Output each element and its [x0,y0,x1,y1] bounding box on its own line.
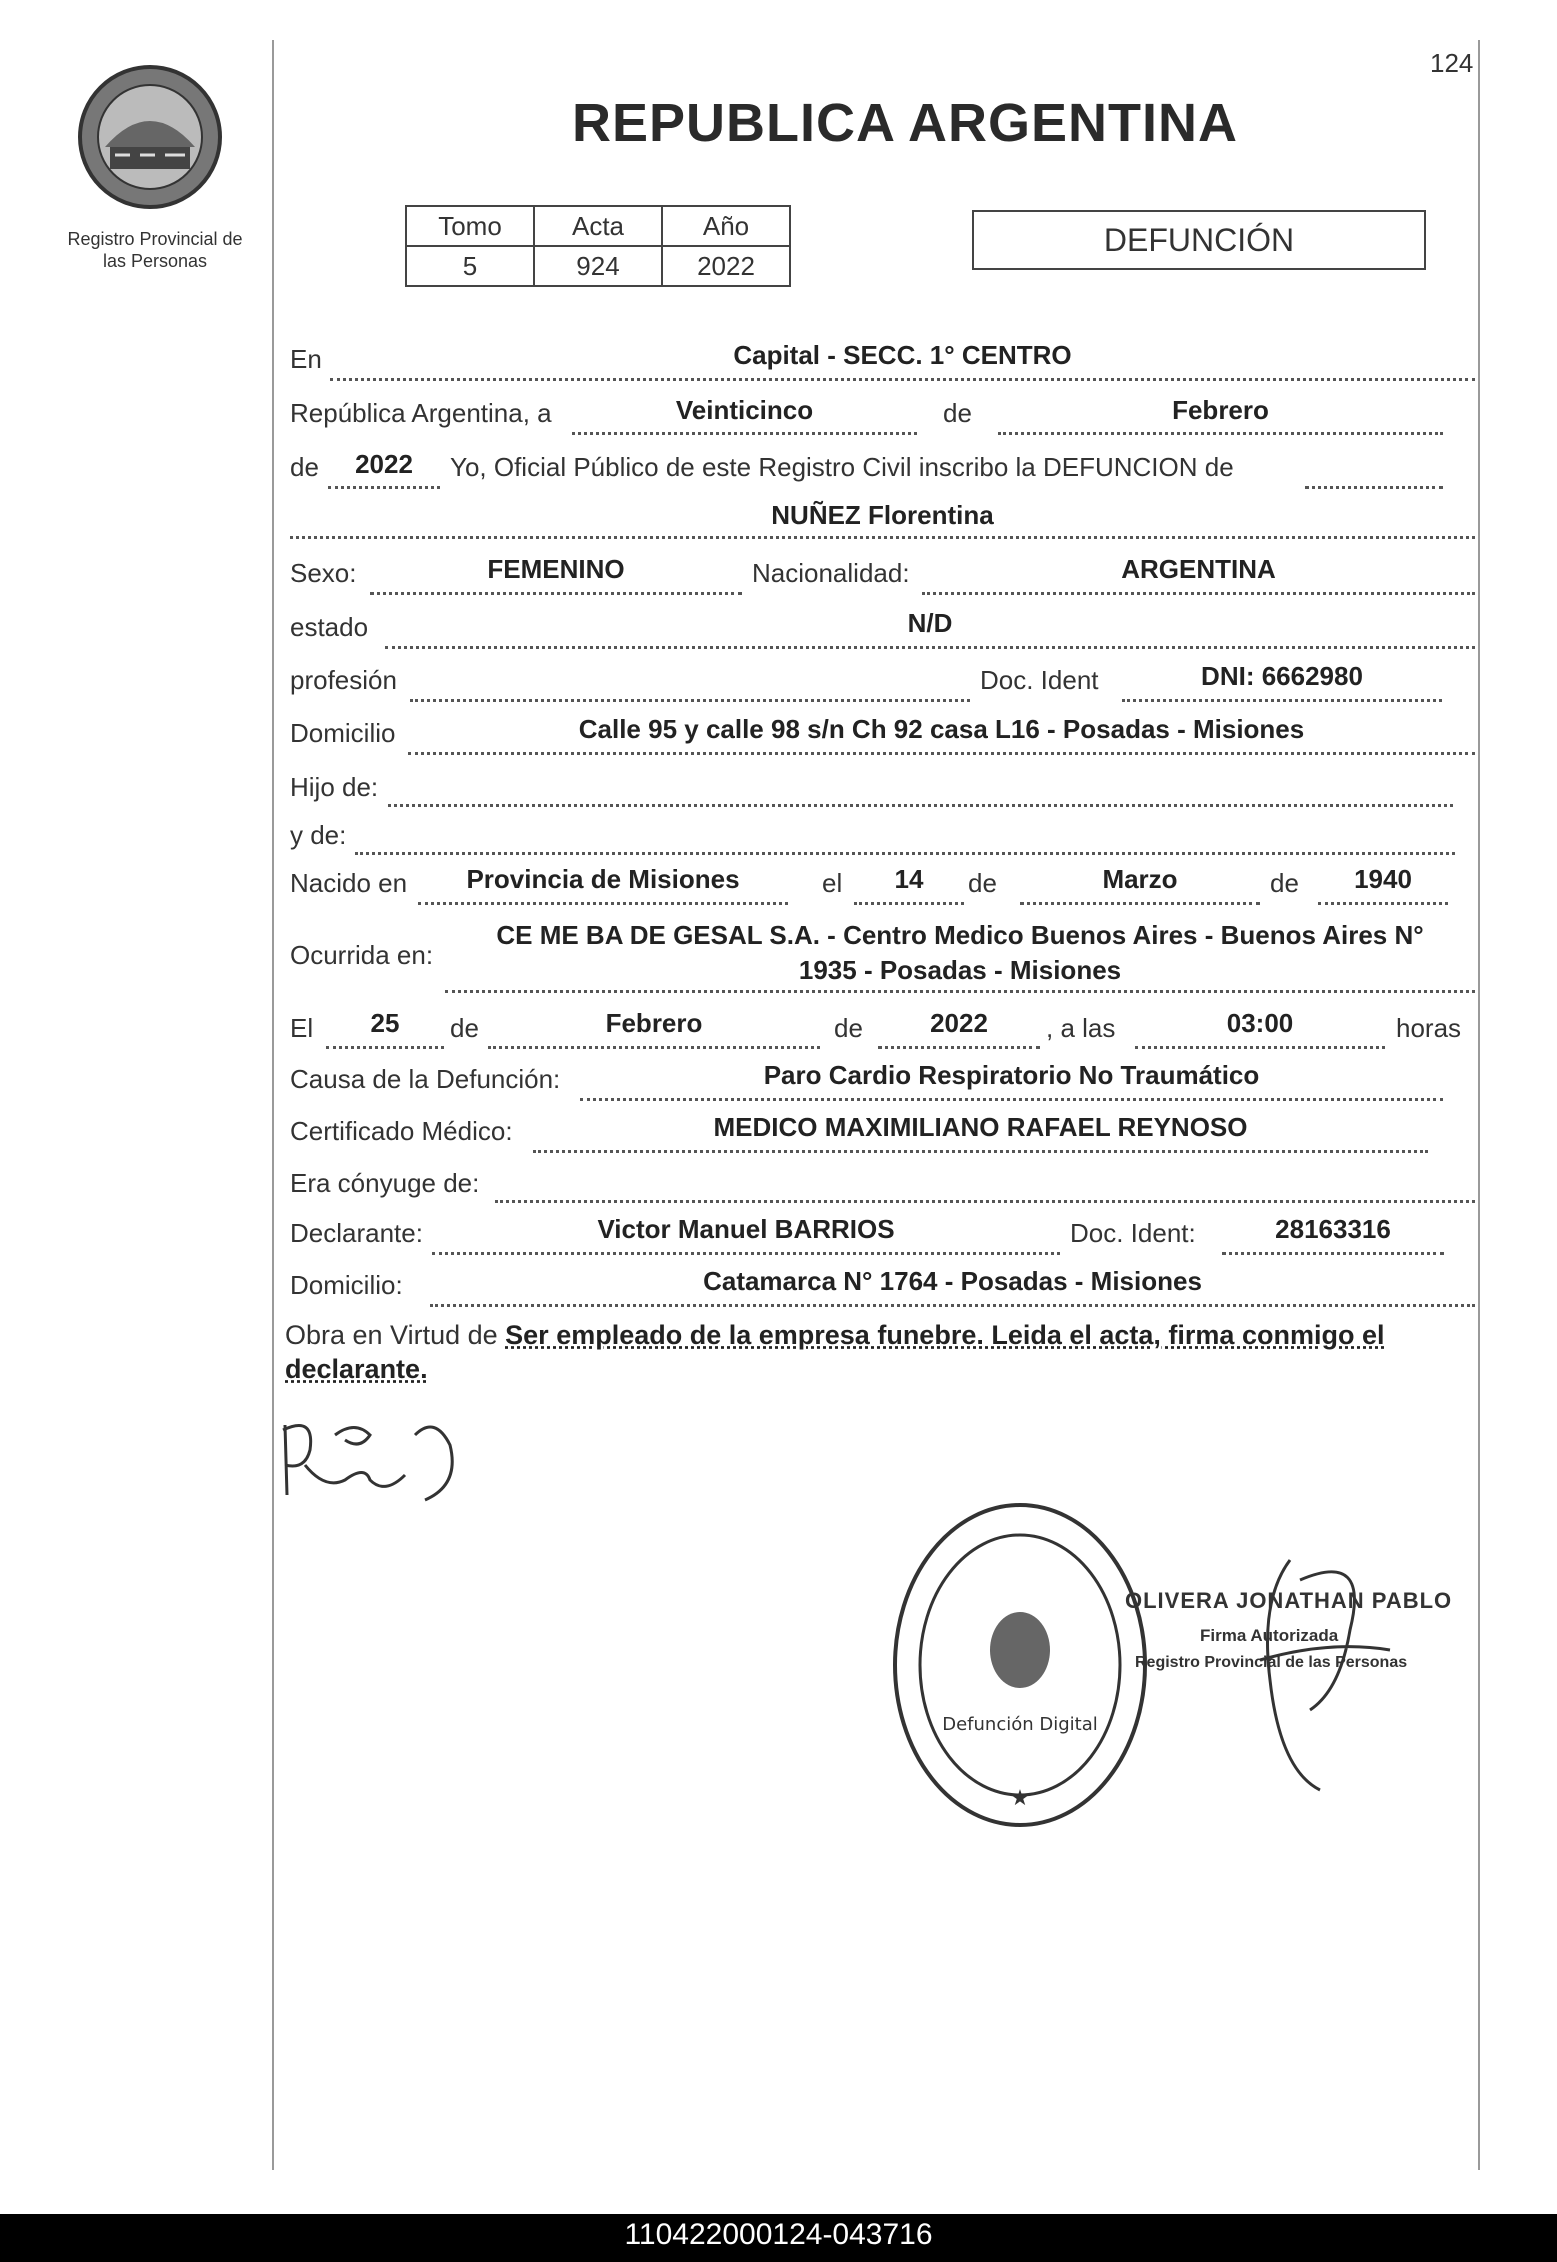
dotted-line [580,1098,1443,1101]
sexo-value: FEMENINO [487,554,625,584]
certificado-value: MEDICO MAXIMILIANO RAFAEL REYNOSO [713,1112,1248,1142]
ocurrida-line-2: 1935 - Posadas - Misiones [798,955,1122,985]
official-name: OLIVERA JONATHAN PABLO [1125,1588,1453,1613]
profesion-label: profesión [290,665,397,695]
dotted-line [1318,902,1448,905]
domicilio-value: Calle 95 y calle 98 s/n Ch 92 casa L16 - Posadas - Misiones [578,714,1305,744]
anio-value: 2022 [662,246,790,286]
dotted-line [432,1252,1060,1255]
record-type-box: DEFUNCIÓN [972,210,1426,270]
dotted-line [328,486,440,489]
official-office: Registro Provincial de las Personas [1135,1654,1408,1671]
dotted-line [370,592,742,595]
tomo-header: Tomo [406,206,534,246]
de-label: de [450,1013,479,1043]
dotted-line [410,699,970,702]
declarante-label: Declarante: [290,1218,423,1248]
nacionalidad-label: Nacionalidad: [752,558,910,588]
dotted-line [326,1046,444,1049]
de-label: de [290,452,319,482]
def-mes-value: Febrero [605,1008,703,1038]
nacido-en-value: Provincia de Misiones [466,864,740,894]
horas-label: horas [1396,1013,1462,1043]
certificado-label: Certificado Médico: [290,1116,513,1146]
de-label: de [943,398,972,428]
nac-dia-value: 14 [894,864,924,894]
y-de-label: y de: [290,820,347,850]
hijo-de-label: Hijo de: [290,772,379,802]
dotted-line [1222,1252,1444,1255]
left-margin-line [272,40,274,2170]
causa-value: Paro Cardio Respiratorio No Traumático [763,1060,1260,1090]
def-hora-value: 03:00 [1226,1008,1294,1038]
de-label: de [834,1013,863,1043]
doc-ident-label: Doc. Ident: [1070,1218,1196,1248]
dotted-line [488,1046,820,1049]
obra-label: Obra en Virtud de [285,1320,498,1350]
anio-header: Año [662,206,790,246]
domicilio-label: Domicilio: [290,1270,403,1300]
dotted-line [330,378,1475,381]
dotted-line [1305,486,1443,489]
en-label: En [290,344,322,374]
dotted-line [1122,699,1442,702]
registry-label: Registro Provincial de las Personas [67,229,243,271]
conyuge-label: Era cónyuge de: [290,1168,480,1198]
domicilio-label: Domicilio [290,718,396,748]
de-label: de [1270,868,1299,898]
dotted-line [408,752,1475,755]
dia-letras-value: Veinticinco [675,395,814,425]
nacionalidad-value: ARGENTINA [1121,554,1276,584]
dotted-line [1020,902,1260,905]
record-reference-table [405,205,791,287]
dotted-line [878,1046,1040,1049]
nacido-en-label: Nacido en [290,868,408,898]
nac-mes-value: Marzo [1102,864,1178,894]
official-signature [1230,1540,1400,1800]
dotted-line [418,902,788,905]
dotted-line [533,1150,1428,1153]
dotted-line [572,432,917,435]
anio-value: 2022 [355,449,413,479]
page-number: 124 [1430,48,1474,78]
dotted-line [495,1200,1475,1203]
acta-value: 924 [534,246,662,286]
el-label: El [290,1013,314,1043]
right-margin-line [1478,40,1480,2170]
sexo-label: Sexo: [290,558,357,588]
estado-value: N/D [907,608,953,638]
de-label: de [968,868,997,898]
doc-ident-label: Doc. Ident [980,665,1099,695]
el-label: el [822,868,843,898]
def-anio-value: 2022 [930,1008,988,1038]
official-seal-stamp [890,1500,1150,1830]
acta-header: Acta [534,206,662,246]
a-las-label: , a las [1046,1013,1116,1043]
causa-label: Causa de la Defunción: [290,1064,561,1094]
dotted-line [854,902,964,905]
obra-value: Ser empleado de la empresa funebre. Leida el acta, firma conmigo el declarante. [285,1320,1385,1384]
dotted-line [998,432,1443,435]
dotted-line [922,592,1475,595]
estado-label: estado [290,612,369,642]
dni-value: DNI: 6662980 [1201,661,1363,691]
def-dia-value: 25 [370,1008,400,1038]
tomo-value: 5 [406,246,534,286]
misiones-coat-of-arms-logo [60,55,240,215]
declarante-domicilio-value: Catamarca N° 1764 - Posadas - Misiones [703,1266,1202,1296]
dotted-line [445,990,1475,993]
document-code: 110422000124-043716 [624,2218,933,2251]
nac-anio-value: 1940 [1354,864,1412,894]
obra-en-virtud-paragraph [285,1318,1475,1386]
nombre-value: NUÑEZ Florentina [771,500,994,530]
svg-text:Defunción Digital: Defunción Digital [942,1714,1098,1735]
declarante-value: Victor Manuel BARRIOS [597,1214,895,1244]
lugar-value: Capital - SECC. 1° CENTRO [733,340,1072,370]
declarant-signature [275,1395,475,1510]
declarante-doc-value: 28163316 [1275,1214,1391,1244]
ocurrida-line-1: CE ME BA DE GESAL S.A. - Centro Medico Buenos Aires - Buenos Aires N° [496,920,1424,950]
dotted-line [355,852,1455,855]
republica-label: República Argentina, a [290,398,552,428]
yo-text: Yo, Oficial Público de este Registro Civil inscribo la DEFUNCION de [450,452,1234,482]
dotted-line [290,536,1475,539]
svg-text:★: ★ [1010,1785,1030,1810]
dotted-line [430,1304,1475,1307]
page-title: REPUBLICA ARGENTINA [572,93,1238,153]
official-role: Firma Autorizada [1200,1626,1339,1645]
dotted-line [1135,1046,1385,1049]
dotted-line [385,646,1475,649]
ocurrida-en-label: Ocurrida en: [290,940,434,970]
mes-value: Febrero [1172,395,1269,425]
dotted-line [388,804,1453,807]
